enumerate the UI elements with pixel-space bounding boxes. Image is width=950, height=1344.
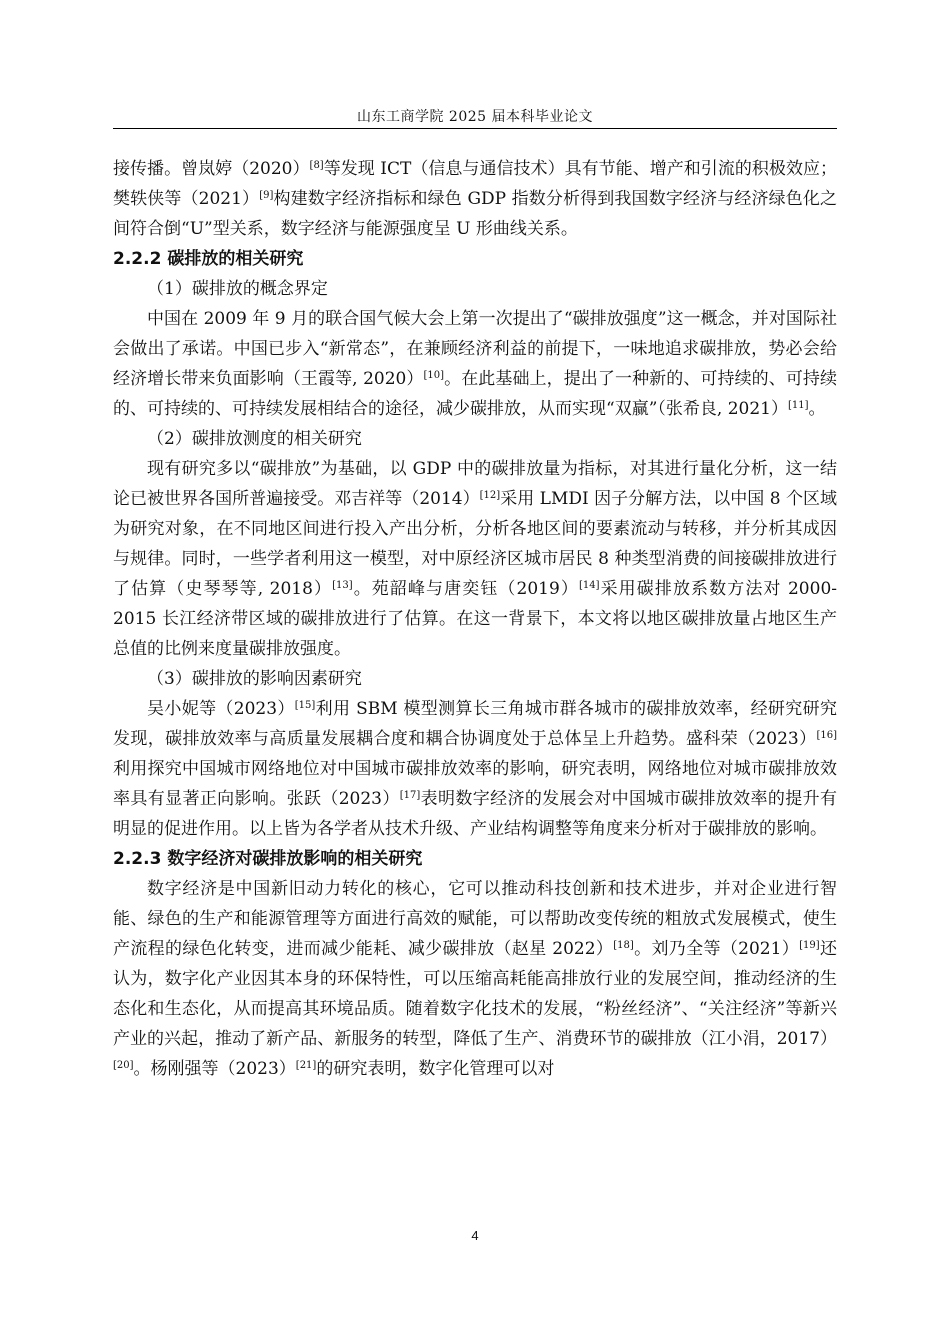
citation-ref: [11] <box>787 400 809 411</box>
text-run: 。杨刚强等（2023） <box>133 1059 296 1079</box>
text-run: 利用探究中国城市网络地位对中国城市碳排放效率的影响，研究表明，网络地位对城市碳排放效率具有显著正向影响。张跃（2023） <box>113 759 837 809</box>
text-run: 。刘乃全等（2021） <box>633 939 800 959</box>
text-run: 接传播。曾岚婷（2020） <box>113 159 310 179</box>
subsection-label: （1）碳排放的概念界定 <box>147 279 328 299</box>
citation-ref: [17] <box>399 790 421 801</box>
subsection-label: （2）碳排放测度的相关研究 <box>147 429 362 449</box>
text-run: 等发现 ICT（信息与通信技术）具有节能、增产和引流的积极效应；樊轶侠等（2021） <box>113 159 838 209</box>
text-run: 现有研究多以“碳排放”为基础，以 GDP 中的碳排放量为指标，对其进行量化分析，这一结论已被世界各国所普遍接受。邓吉祥等（2014） <box>113 459 837 509</box>
section-heading: 2.2.3 数字经济对碳排放影响的相关研究 <box>113 849 423 869</box>
paragraph <box>113 874 837 1084</box>
text-run: 还认为，数字化产业因其本身的环保特性，可以压缩高耗能高排放行业的发展空间，推动经济的生态化和生态化，从而提高其环境品质。随着数字化技术的发展，“粉丝经济”、“关注经济”等新兴产业的兴起，推动了新产品、新服务的转型，降低了生产、消费环节的碳排放（江小涓，2017） <box>113 939 837 1049</box>
document-body <box>113 154 837 1084</box>
text-run: 吴小妮等（2023） <box>147 699 295 719</box>
citation-ref: [19] <box>799 940 820 951</box>
text-run: 数字经济是中国新旧动力转化的核心，它可以推动科技创新和技术进步，并对企业进行智能、绿色的生产和能源管理等方面进行高效的赋能，可以帮助改变传统的粗放式发展模式，使生产流程的绿色化转变，进而减少能耗、减少碳排放（赵星 2022） <box>113 879 837 959</box>
paragraph <box>113 304 837 424</box>
text-run: 采用碳排放系数方法对 2000-2015 长江经济带区域的碳排放进行了估算。在这一背景下，本文将以地区碳排放量占地区生产总值的比例来度量碳排放强度。 <box>113 579 837 659</box>
citation-ref: [21] <box>295 1060 317 1071</box>
citation-ref: [12] <box>479 490 501 501</box>
running-header: 山东工商学院 2025 届本科毕业论文 <box>356 109 594 125</box>
text-run: 采用 LMDI 因子分解方法，以中国 8 个区域为研究对象，在不同地区间进行投入产出分析，分析各地区间的要素流动与转移，并分析其成因与规律。同时，一些学者利用这一模型，对中原经济区城市居民 8 种类型消费的间接碳排放进行了估算（史琴琴等, 2018） <box>113 489 837 599</box>
text-run: 。苑韶峰与唐奕钰（2019） <box>352 579 579 599</box>
citation-ref: [15] <box>294 700 316 711</box>
text-run: 的研究表明，数字化管理可以对 <box>316 1059 555 1079</box>
text-run: 中国在 2009 年 9 月的联合国气候大会上第一次提出了“碳排放强度”这一概念，并对国际社会做出了承诺。中国已步入“新常态”，在兼顾经济利益的前提下，一味地追求碳排放，势必会给经济增长带来负面影响（王霞等, 2020） <box>113 309 837 389</box>
text-run: 利用 SBM 模型测算长三角城市群各城市的碳排放效率，经研究研究发现，碳排放效率与高质量发展耦合度和耦合协调度处于总体呈上升趋势。盛科荣（2023） <box>113 699 837 749</box>
paragraph <box>113 454 837 664</box>
citation-ref: [9] <box>259 190 274 201</box>
citation-ref: [13] <box>332 580 353 591</box>
page-number: 4 <box>471 1228 479 1243</box>
citation-ref: [10] <box>423 370 445 381</box>
citation-ref: [20] <box>113 1060 134 1071</box>
text-run: 表明数字经济的发展会对中国城市碳排放效率的提升有明显的促进作用。以上皆为各学者从技术升级、产业结构调整等角度来分析对于碳排放的影响。 <box>113 789 838 839</box>
subsection-label: （3）碳排放的影响因素研究 <box>147 669 362 689</box>
header-rule <box>113 128 837 129</box>
text-run: 构建数字经济指标和绿色 GDP 指数分析得到我国数字经济与经济绿色化之间符合倒“U”型关系，数字经济与能源强度呈 U 形曲线关系。 <box>113 189 837 239</box>
text-run: 。在此基础上，提出了一种新的、可持续的、可持续的、可持续的、可持续发展相结合的途径，减少碳排放，从而实现“双赢”（张希良, 2021） <box>113 369 837 419</box>
citation-ref: [14] <box>578 580 600 591</box>
paragraph <box>113 154 837 244</box>
citation-ref: [8] <box>309 160 324 171</box>
text-run: 。 <box>808 399 826 419</box>
section-heading: 2.2.2 碳排放的相关研究 <box>113 249 304 269</box>
paragraph <box>113 694 837 844</box>
citation-ref: [18] <box>613 940 634 951</box>
citation-ref: [16] <box>816 730 837 741</box>
